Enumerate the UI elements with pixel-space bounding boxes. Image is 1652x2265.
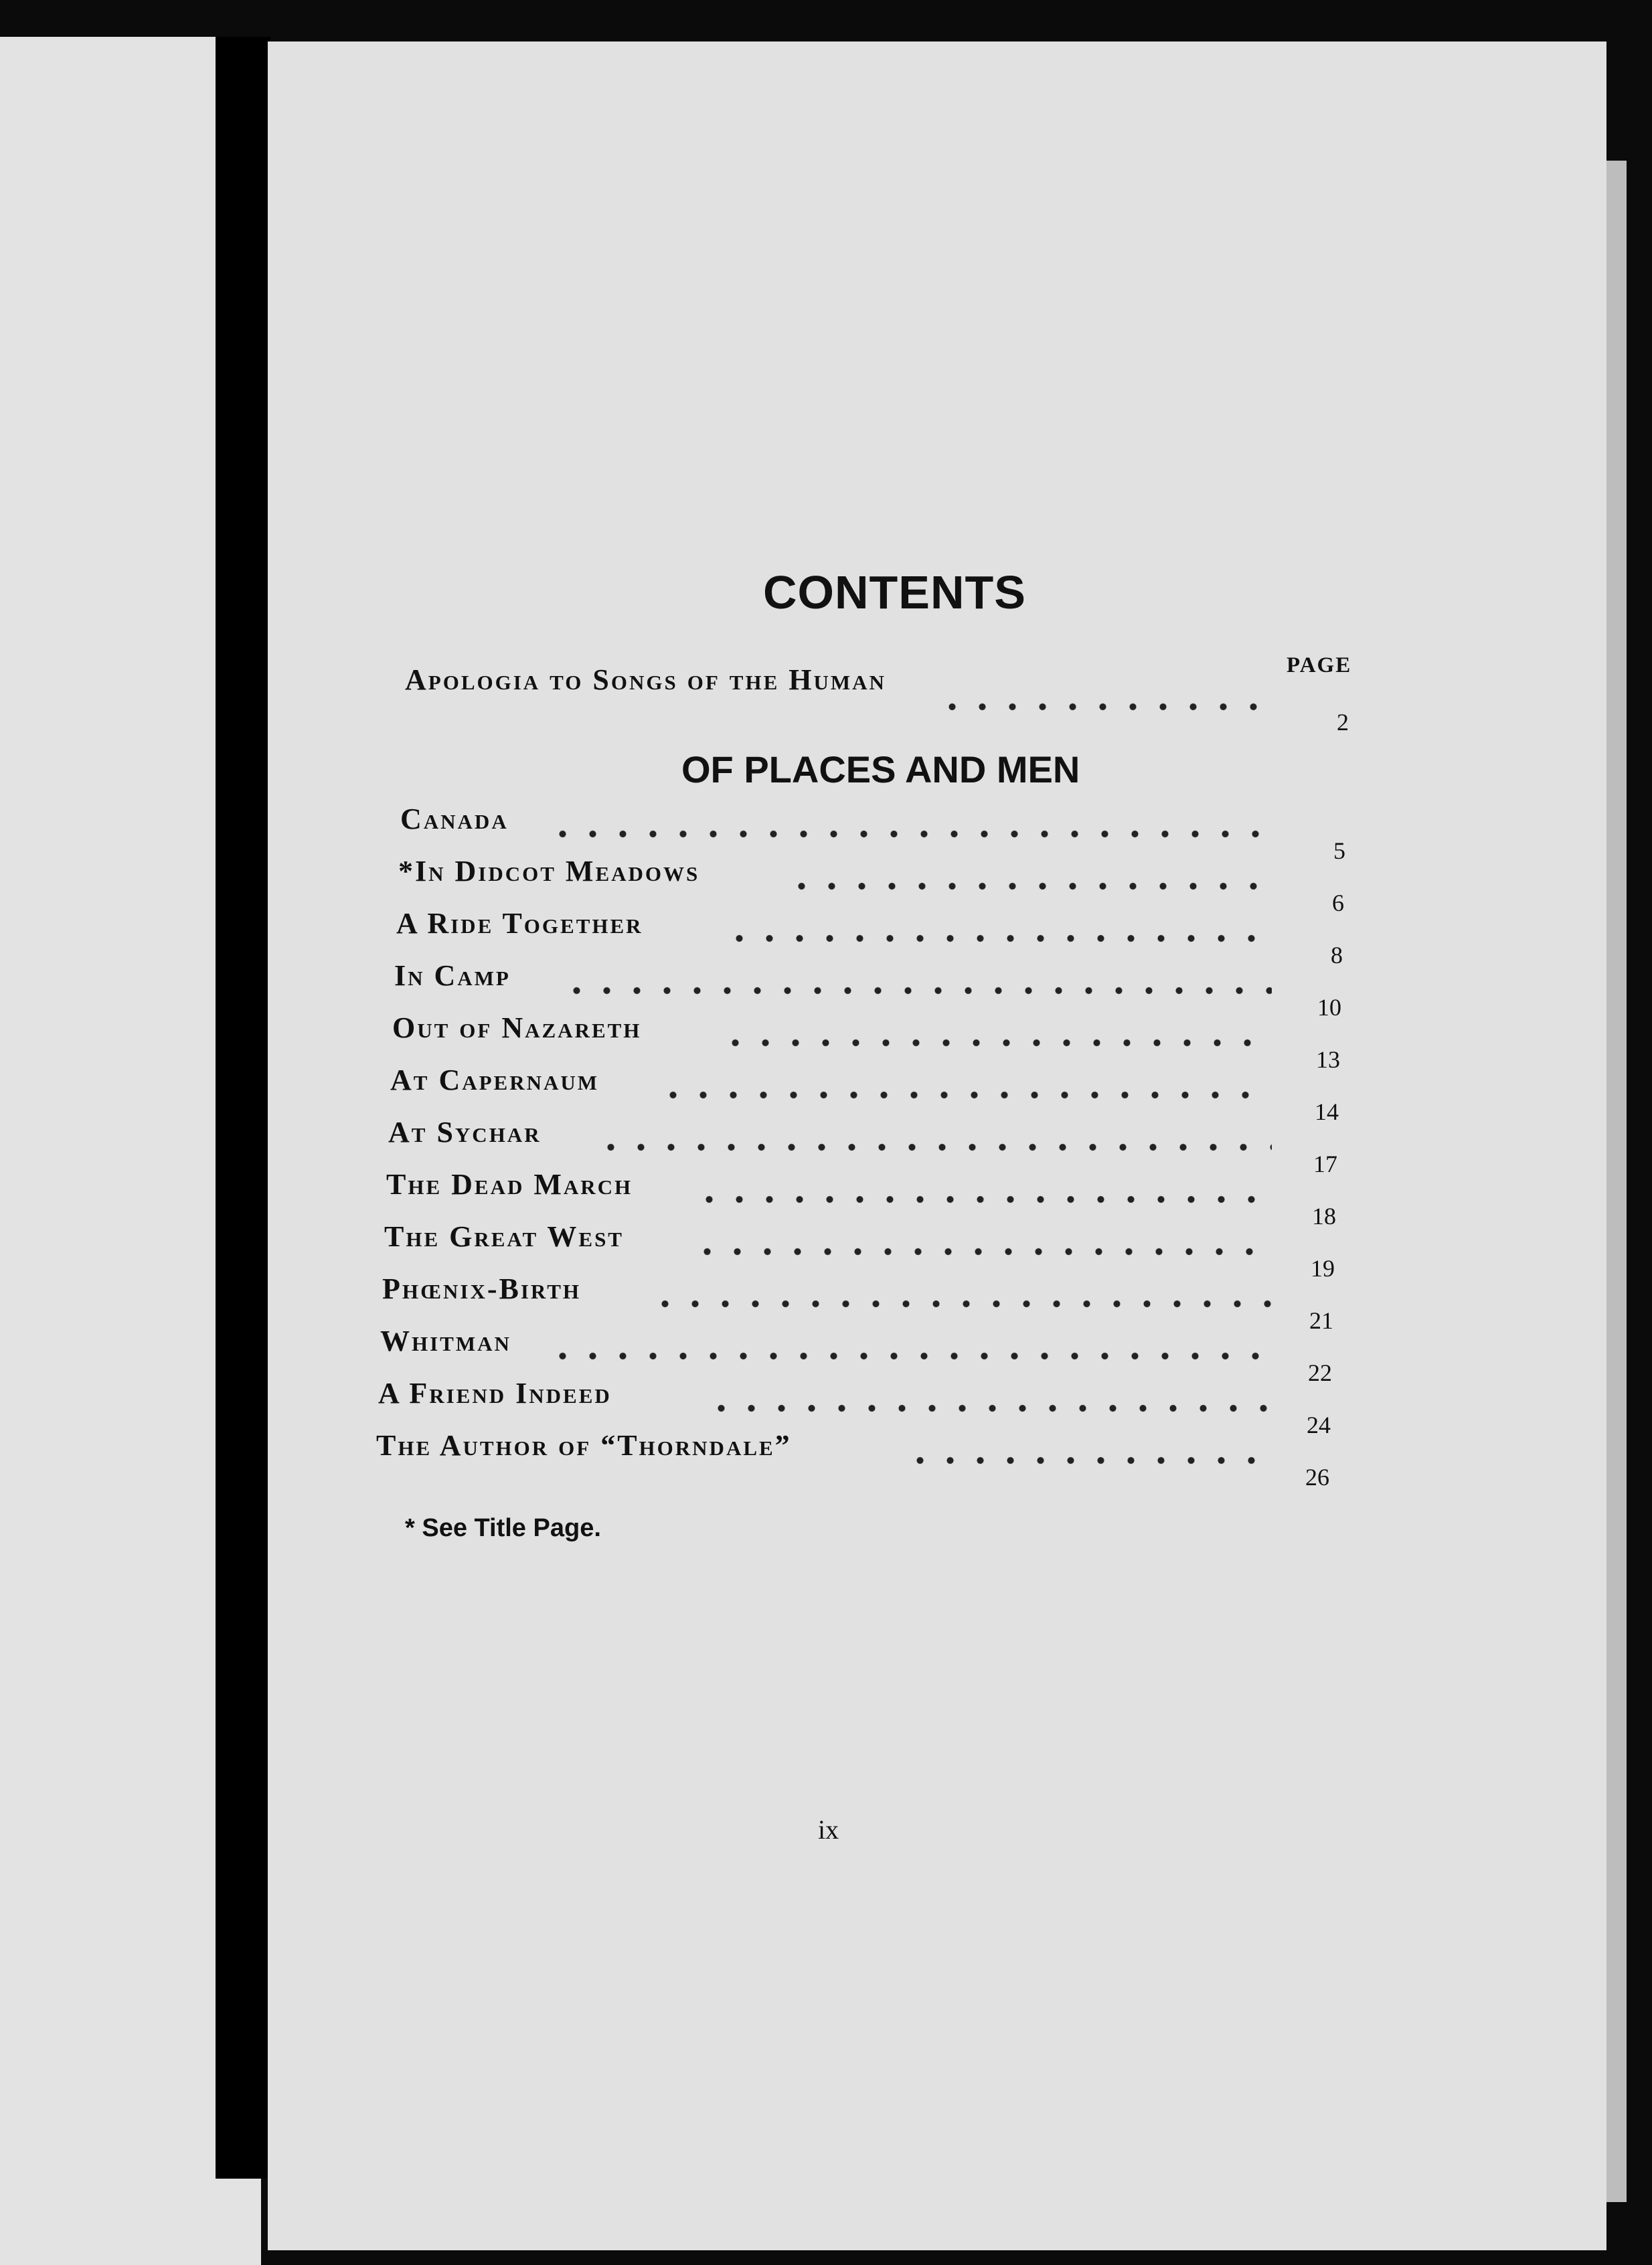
toc-entry-title: At Sychar [388, 1116, 542, 1149]
toc-entry-title: Whitman [380, 1325, 511, 1357]
page-edge [1606, 161, 1627, 2202]
leader-dots [905, 1456, 1272, 1464]
toc-entry-page: 21 [1309, 1307, 1333, 1334]
toc-entry-page: 5 [1333, 837, 1345, 864]
leader-dots [548, 830, 1272, 838]
leader-dots [706, 1404, 1272, 1412]
toc-entry-title: A Ride Together [396, 907, 643, 940]
toc-entry-title: Phœnix-Birth [382, 1272, 581, 1305]
toc-entry-title: In Camp [394, 959, 511, 992]
leader-dots [658, 1091, 1272, 1099]
footnote: * See Title Page. [405, 1514, 601, 1542]
toc-entry-title: The Author of “Thorndale” [376, 1429, 792, 1462]
toc-entry-page: 8 [1331, 942, 1343, 969]
toc-entry-title: Apologia to Songs of the Human [405, 663, 886, 696]
section-heading: OF PLACES AND MEN [681, 748, 1080, 790]
book-spine-shadow [216, 37, 270, 2179]
leader-dots [596, 1143, 1272, 1151]
toc-entry-title: At Capernaum [390, 1064, 600, 1096]
toc-entry-title: A Friend Indeed [378, 1377, 612, 1410]
toc-entry-page: 26 [1305, 1464, 1329, 1491]
toc-entry-page: 22 [1308, 1359, 1332, 1386]
leader-dots [562, 987, 1272, 995]
toc-entry-page: 13 [1316, 1046, 1340, 1073]
toc-entry-page: 10 [1317, 994, 1341, 1021]
leader-dots [692, 1248, 1272, 1256]
toc-entry-page: 2 [1337, 709, 1349, 736]
leader-dots [720, 1039, 1272, 1047]
leader-dots [937, 703, 1278, 711]
leader-dots [787, 882, 1272, 890]
toc-entry-title: *In Didcot Meadows [398, 855, 700, 888]
toc-entry-title: The Dead March [386, 1168, 633, 1201]
page-column-label: PAGE [1287, 653, 1352, 677]
toc-entry-page: 24 [1307, 1412, 1331, 1438]
leader-dots [724, 934, 1272, 942]
page-number-folio: ix [818, 1815, 839, 1845]
toc-entry-page: 14 [1315, 1098, 1339, 1125]
leader-dots [694, 1195, 1272, 1203]
contents-heading: CONTENTS [763, 566, 1026, 618]
leader-dots [650, 1300, 1272, 1308]
toc-entry-title: The Great West [384, 1220, 624, 1253]
leader-dots [548, 1352, 1272, 1360]
toc-entry-title: Canada [400, 803, 509, 835]
toc-entry-page: 18 [1312, 1203, 1336, 1230]
toc-entry-page: 19 [1311, 1255, 1335, 1282]
toc-entry-title: Out of Nazareth [392, 1011, 642, 1044]
toc-entry-page: 17 [1313, 1151, 1337, 1177]
toc-entry-page: 6 [1332, 890, 1344, 916]
